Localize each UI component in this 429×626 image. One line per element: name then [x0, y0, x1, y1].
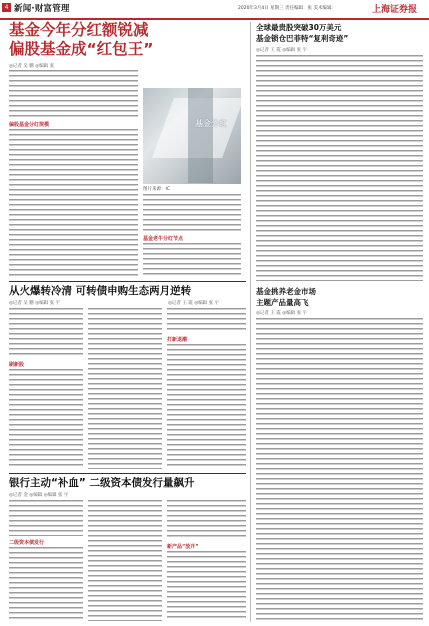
- right-mid-headline-2: 主题产品量高飞: [256, 298, 309, 307]
- section-title: 新闻·财富管理: [14, 4, 70, 14]
- lead-text-col1a: [9, 70, 138, 118]
- middle-text-col1b: [9, 369, 83, 469]
- lead-text-col2b: [143, 243, 241, 277]
- date-line: 2020年3月4日 星期三 责任编辑：张 美术编辑：: [238, 6, 336, 11]
- bottom-byline: ◎记者 金 ◎编辑 ◎编辑 张 宇: [9, 493, 69, 498]
- page-header: [0, 0, 429, 20]
- bottom-text-col2: [88, 500, 162, 621]
- section-rule: [9, 281, 246, 282]
- right-top-headline-1: 全球最贵股突破30万美元: [256, 23, 342, 32]
- bottom-text-col1b: [9, 547, 83, 621]
- photo-overlay-text: 基金分红: [195, 119, 227, 128]
- bottom-subhead-2: 新产品“放开”: [167, 544, 199, 550]
- lead-text-col1b: [9, 129, 138, 277]
- middle-text-col3b: [167, 344, 246, 469]
- lead-byline: ◎记者 吴 鹏 ◎编辑 张: [9, 64, 55, 69]
- page-number: 4: [4, 4, 9, 11]
- middle-byline-right: ◎记者 王 霞 ◎编辑 张 宇: [168, 301, 220, 306]
- middle-subhead-2: 打新退潮: [167, 337, 188, 343]
- column-divider: [250, 22, 251, 622]
- lead-photo: [143, 88, 241, 184]
- middle-text-col2: [88, 308, 162, 469]
- lead-text-col2a: [143, 194, 241, 232]
- photo-caption: 图片来源：IC: [143, 187, 170, 192]
- bottom-text-col3a: [167, 500, 246, 540]
- bottom-subhead-1: 二级资本债发行: [9, 540, 45, 546]
- bottom-text-col3b: [167, 551, 246, 621]
- right-top-headline-2: 基金锁仓巴菲特“复利奇迹”: [256, 34, 349, 43]
- section-rule-2: [9, 473, 246, 474]
- middle-text-col3a: [167, 308, 246, 332]
- lead-subhead-2: 基金老牛分红节点: [143, 236, 184, 242]
- page-number-badge: [2, 3, 11, 12]
- right-top-byline: ◎记者 王 霞 ◎编辑 张 宇: [256, 48, 308, 53]
- middle-text-col1a: [9, 308, 83, 358]
- middle-byline-left: ◎记者 吴 鹏 ◎编辑 张 宇: [9, 301, 61, 306]
- right-mid-text: [256, 318, 423, 621]
- bottom-text-col1a: [9, 500, 83, 536]
- middle-headline: 从火爆转冷清 可转债申购生态两月逆转: [9, 285, 192, 297]
- middle-subhead-1: 刷新股: [9, 362, 25, 368]
- paper-logo: 上海证券报: [372, 5, 418, 15]
- lead-subhead-1: 偏股基金分红规模: [9, 122, 50, 128]
- right-mid-headline-1: 基金挑养老金市场: [256, 287, 316, 296]
- right-top-text: [256, 55, 423, 281]
- right-mid-byline: ◎记者 王 霞 ◎编辑 张 宇: [256, 311, 308, 316]
- bottom-headline: 银行主动“补血” 二级资本债发行量飙升: [9, 477, 195, 489]
- lead-headline-2: 偏股基金成“红包王”: [9, 40, 154, 58]
- lead-headline-1: 基金今年分红额锐减: [9, 21, 149, 39]
